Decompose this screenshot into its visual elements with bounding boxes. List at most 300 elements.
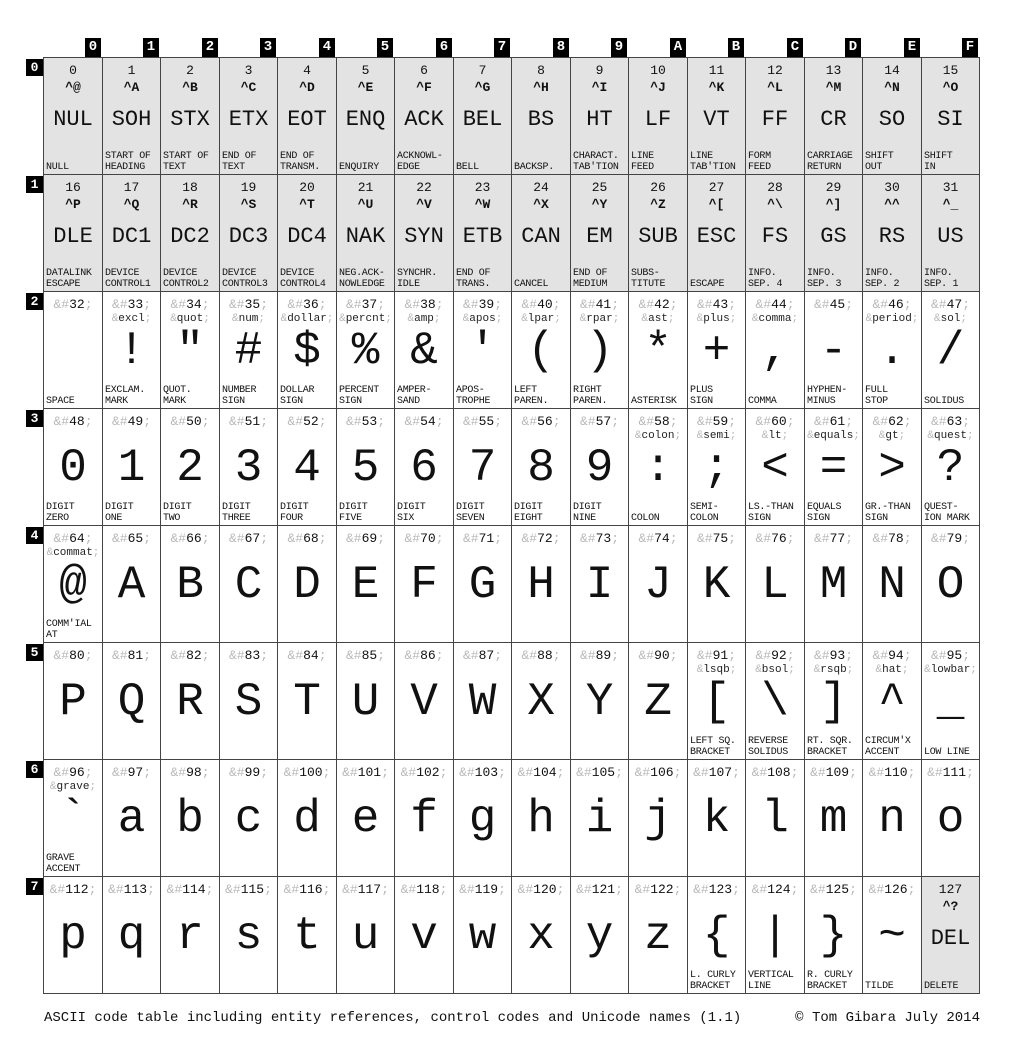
char-cell: [571, 526, 629, 643]
code-number: 106: [650, 765, 674, 780]
unicode-name: INFO. SEP. 4: [748, 268, 783, 290]
code-number: 20: [299, 180, 315, 195]
entity-suffix: ;: [381, 765, 389, 780]
code-number: 39: [478, 297, 495, 312]
entity-suffix: ;: [494, 648, 503, 663]
unicode-name: DIGIT NINE: [573, 502, 602, 524]
entity-suffix: ;: [201, 531, 210, 546]
code-number: 62: [888, 414, 904, 429]
entity-suffix: ;: [552, 648, 561, 663]
control-abbreviation: NAK: [345, 224, 386, 249]
entity-prefix: &#: [228, 531, 245, 546]
code-number: 35: [244, 297, 261, 312]
char-cell: [922, 877, 980, 994]
char-glyph: 5: [351, 442, 380, 494]
caret-notation: ^T: [299, 197, 315, 212]
char-code: [863, 882, 921, 897]
entity-prefix: &#: [404, 648, 421, 663]
code-number: 80: [69, 648, 85, 663]
entity-prefix: &#: [696, 531, 713, 546]
entity-prefix: &#: [868, 765, 885, 780]
char-cell: [454, 57, 512, 175]
char-glyph: g: [468, 793, 497, 845]
char-glyph: n: [878, 793, 906, 845]
char-glyph: t: [293, 910, 321, 962]
code-number: 38: [420, 297, 436, 312]
char-code: [688, 297, 745, 312]
entity-suffix: ;: [84, 648, 93, 663]
code-number: 81: [127, 648, 144, 663]
entity-suffix: ;: [615, 882, 623, 897]
entity-suffix: ;: [377, 531, 386, 546]
unicode-name: GRAVE ACCENT: [46, 853, 81, 875]
char-code: [688, 414, 745, 429]
code-number: 99: [244, 765, 261, 780]
entity-suffix: ;: [552, 414, 561, 429]
char-code: [863, 63, 921, 78]
char-cell: [629, 760, 688, 877]
entity-prefix: &#: [462, 531, 479, 546]
char-glyph: <: [761, 442, 789, 494]
code-number: 49: [127, 414, 144, 429]
code-number: 87: [478, 648, 495, 663]
caret-notation: ^E: [357, 80, 374, 95]
code-number: 50: [186, 414, 202, 429]
char-code: [512, 531, 570, 546]
entity-semi: ;: [901, 664, 909, 676]
char-code: [220, 648, 277, 663]
entity-suffix: ;: [962, 531, 971, 546]
char-glyph: [: [702, 676, 731, 728]
char-glyph: m: [819, 793, 848, 845]
caret-notation: ^Y: [591, 197, 608, 212]
entity-suffix: ;: [556, 882, 565, 897]
char-code: [395, 414, 453, 429]
entity-suffix: ;: [962, 297, 971, 312]
entity-prefix: &#: [404, 297, 421, 312]
char-code: [805, 297, 862, 312]
entity-suffix: ;: [786, 531, 795, 546]
char-code: [512, 765, 570, 780]
char-code: [688, 531, 745, 546]
char-cell: [863, 57, 922, 175]
unicode-name: END OF TEXT: [222, 151, 257, 173]
char-cell: [922, 57, 980, 175]
entity-prefix: &#: [634, 882, 651, 897]
entity-suffix: ;: [849, 882, 857, 897]
entity-suffix: ;: [84, 531, 93, 546]
char-cell: [161, 409, 220, 526]
entity-amp: &: [280, 313, 288, 325]
char-glyph: $: [293, 325, 321, 377]
code-number: 70: [420, 531, 436, 546]
char-code: [103, 882, 160, 897]
char-cell: [337, 760, 395, 877]
entity-name-text: rsqb: [820, 664, 847, 676]
caret-notation: ^H: [533, 80, 549, 95]
entity-prefix: &#: [693, 882, 709, 897]
char-code: [161, 531, 219, 546]
char-glyph: ~: [878, 910, 906, 962]
entity-suffix: ;: [849, 765, 857, 780]
control-abbreviation: NUL: [53, 107, 93, 132]
code-number: 64: [69, 531, 85, 546]
unicode-name: EXCLAM. MARK: [105, 385, 145, 407]
char-cell: [688, 877, 746, 994]
code-number: 48: [69, 414, 85, 429]
control-abbreviation: EM: [586, 224, 613, 249]
caret-notation: ^[: [708, 197, 725, 212]
entity-prefix: &#: [755, 648, 772, 663]
entity-suffix: ;: [435, 297, 444, 312]
control-abbreviation: DC4: [287, 224, 327, 249]
entity-name-text: comma: [758, 313, 792, 325]
entity-suffix: ;: [845, 648, 854, 663]
char-code: [454, 882, 511, 897]
code-number: 22: [416, 180, 432, 195]
code-number: 102: [416, 765, 440, 780]
entity-suffix: ;: [728, 648, 737, 663]
char-code: [103, 414, 160, 429]
caret-notation: ^?: [942, 899, 959, 914]
code-number: 88: [537, 648, 553, 663]
char-code: [922, 882, 979, 897]
entity-suffix: ;: [786, 297, 795, 312]
char-cell: [278, 760, 337, 877]
char-cell: [629, 643, 688, 760]
char-cell: [805, 292, 863, 409]
char-cell: [863, 643, 922, 760]
column-header: 0: [85, 38, 101, 57]
unicode-name: INFO. SEP. 2: [865, 268, 900, 290]
char-cell: [454, 526, 512, 643]
char-glyph: .: [878, 325, 906, 377]
entity-amp: &: [170, 313, 177, 325]
char-code: [512, 180, 570, 195]
char-cell: [103, 877, 161, 994]
entity-suffix: ;: [322, 765, 331, 780]
code-number: 31: [942, 180, 959, 195]
unicode-name: LINE FEED: [631, 151, 654, 173]
char-glyph: ": [176, 325, 204, 377]
char-code: [278, 63, 336, 78]
char-cell: [220, 292, 278, 409]
unicode-name: L. CURLY BRACKET: [690, 970, 736, 992]
char-code: [278, 648, 336, 663]
unicode-name: SHIFT OUT: [865, 151, 894, 173]
entity-suffix: ;: [322, 882, 331, 897]
char-cell: [43, 643, 103, 760]
entity-prefix: &#: [462, 414, 479, 429]
char-glyph: q: [117, 910, 146, 962]
entity-suffix: ;: [439, 765, 448, 780]
char-cell: [220, 760, 278, 877]
unicode-name: ASTERISK: [631, 396, 677, 407]
entity-semi: ;: [898, 430, 906, 442]
code-number: 93: [829, 648, 846, 663]
char-glyph: P: [59, 676, 87, 728]
code-number: 120: [533, 882, 557, 897]
entity-suffix: ;: [669, 531, 678, 546]
entity-suffix: ;: [790, 765, 799, 780]
entity-prefix: &#: [576, 882, 592, 897]
code-number: 71: [478, 531, 495, 546]
unicode-name: DEVICE CONTROL2: [163, 268, 209, 290]
char-glyph: ,: [761, 325, 789, 377]
unicode-name: RIGHT PAREN.: [573, 385, 608, 407]
code-number: 68: [303, 531, 319, 546]
code-number: 123: [708, 882, 733, 897]
char-glyph: W: [468, 676, 497, 728]
entity-suffix: ;: [728, 414, 737, 429]
entity-name-text: ast: [648, 313, 668, 325]
code-number: 111: [942, 765, 967, 780]
char-glyph: y: [585, 910, 614, 962]
code-number: 74: [654, 531, 670, 546]
code-number: 27: [708, 180, 725, 195]
code-number: 124: [767, 882, 791, 897]
char-cell: [688, 526, 746, 643]
unicode-name: DIGIT THREE: [222, 502, 251, 524]
column-header: 8: [553, 38, 569, 57]
entity-suffix: ;: [786, 414, 795, 429]
char-code: [44, 531, 102, 546]
code-number: 119: [474, 882, 499, 897]
code-number: 33: [127, 297, 144, 312]
entity-suffix: ;: [494, 414, 503, 429]
code-number: 100: [299, 765, 323, 780]
char-code: [805, 531, 862, 546]
control-abbreviation: FS: [761, 224, 789, 249]
entity-suffix: ;: [732, 882, 740, 897]
entity-prefix: &#: [400, 882, 417, 897]
entity-prefix: &#: [521, 414, 538, 429]
entity-prefix: &#: [53, 297, 70, 312]
unicode-name: SEMI- COLON: [690, 502, 719, 524]
entity-prefix: &#: [404, 531, 421, 546]
code-number: 91: [712, 648, 729, 663]
entity-amp: &: [407, 313, 415, 325]
entity-amp: &: [751, 313, 759, 325]
unicode-name: DIGIT ONE: [105, 502, 134, 524]
entity-name-text: quot: [176, 313, 204, 325]
entity-prefix: &#: [287, 297, 304, 312]
char-cell: [746, 175, 805, 292]
control-abbreviation: BEL: [462, 107, 503, 132]
char-cell: [43, 760, 103, 877]
entity-suffix: ;: [439, 882, 448, 897]
char-code: [337, 648, 394, 663]
entity-amp: &: [231, 313, 239, 325]
entity-suffix: ;: [201, 765, 210, 780]
caret-notation: ^R: [182, 197, 198, 212]
entity-prefix: &#: [696, 297, 713, 312]
char-cell: [922, 526, 980, 643]
caret-notation: ^B: [182, 80, 198, 95]
char-code: [220, 882, 277, 897]
char-cell: [805, 877, 863, 994]
entity-prefix: &#: [868, 882, 885, 897]
entity-prefix: &#: [521, 531, 538, 546]
char-cell: [454, 760, 512, 877]
char-cell: [161, 877, 220, 994]
code-number: 73: [595, 531, 612, 546]
char-cell: [103, 57, 161, 175]
char-code: [805, 648, 862, 663]
char-code: [103, 648, 160, 663]
caret-notation: ^I: [591, 80, 608, 95]
char-cell: [220, 877, 278, 994]
code-number: 40: [537, 297, 553, 312]
entity-prefix: &#: [579, 531, 596, 546]
unicode-name: DEVICE CONTROL3: [222, 268, 268, 290]
code-number: 56: [537, 414, 553, 429]
entity-prefix: &#: [345, 531, 362, 546]
char-cell: [863, 877, 922, 994]
char-glyph: E: [351, 559, 380, 611]
entity-prefix: &#: [170, 765, 187, 780]
char-code: [278, 297, 336, 312]
char-code: [44, 765, 102, 780]
char-cell: [43, 175, 103, 292]
char-glyph: Q: [117, 676, 146, 728]
caret-notation: ^S: [240, 197, 257, 212]
char-glyph: !: [117, 325, 146, 377]
char-code: [746, 648, 804, 663]
unicode-name: INFO. SEP. 3: [807, 268, 842, 290]
char-glyph: -: [819, 325, 848, 377]
char-glyph: F: [410, 559, 438, 611]
char-glyph: w: [468, 910, 497, 962]
char-code: [688, 63, 745, 78]
entity-name-text: sol: [940, 313, 961, 325]
char-code: [512, 882, 570, 897]
entity-prefix: &#: [638, 414, 655, 429]
char-code: [922, 765, 979, 780]
caret-notation: ^Z: [650, 197, 666, 212]
control-abbreviation: DC1: [111, 224, 152, 249]
control-abbreviation: US: [937, 224, 964, 249]
code-number: 113: [123, 882, 148, 897]
entity-prefix: &#: [810, 765, 826, 780]
char-cell: [863, 409, 922, 526]
code-number: 11: [708, 63, 725, 78]
unicode-name: DELETE: [924, 981, 959, 992]
control-abbreviation: DC2: [170, 224, 210, 249]
entity-prefix: &#: [111, 648, 128, 663]
entity-name-text: equals: [813, 430, 854, 442]
char-cell: [629, 57, 688, 175]
entity-suffix: ;: [143, 648, 152, 663]
control-abbreviation: ENQ: [345, 107, 386, 132]
entity-prefix: &#: [342, 765, 358, 780]
code-number: 24: [533, 180, 549, 195]
control-abbreviation: ETX: [228, 107, 269, 132]
entity-prefix: &#: [462, 297, 479, 312]
unicode-name: DIGIT SIX: [397, 502, 426, 524]
char-code: [922, 531, 979, 546]
unicode-name: SPACE: [46, 396, 75, 407]
char-glyph: U: [351, 676, 380, 728]
entity-amp: &: [641, 313, 649, 325]
char-code: [688, 180, 745, 195]
char-cell: [337, 526, 395, 643]
unicode-name: START OF TEXT: [163, 151, 209, 173]
code-number: 2: [186, 63, 194, 78]
code-number: 8: [537, 63, 545, 78]
code-number: 42: [654, 297, 670, 312]
unicode-name: VERTICAL LINE: [748, 970, 794, 992]
row-header: 7: [26, 878, 43, 895]
char-cell: [922, 409, 980, 526]
entity-prefix: &#: [345, 297, 362, 312]
char-code: [161, 297, 219, 312]
char-cell: [922, 292, 980, 409]
code-number: 63: [946, 414, 963, 429]
char-code: [629, 765, 687, 780]
entity-prefix: &#: [170, 414, 187, 429]
char-code: [454, 297, 511, 312]
entity-name-text: excl: [118, 313, 145, 325]
char-code: [629, 531, 687, 546]
entity-amp: &: [634, 430, 642, 442]
control-abbreviation: CR: [820, 107, 847, 132]
code-number: 125: [825, 882, 850, 897]
entity-prefix: &#: [462, 648, 479, 663]
char-code: [454, 63, 511, 78]
entity-prefix: &#: [111, 297, 128, 312]
char-code: [746, 63, 804, 78]
entity-name-text: rpar: [586, 313, 613, 325]
entity-name-text: colon: [641, 430, 675, 442]
char-code: [746, 180, 804, 195]
entity-suffix: ;: [143, 297, 152, 312]
char-cell: [746, 57, 805, 175]
char-cell: [161, 175, 220, 292]
unicode-name: PERCENT SIGN: [339, 385, 379, 407]
char-cell: [863, 760, 922, 877]
char-code: [161, 882, 219, 897]
char-cell: [454, 292, 512, 409]
entity-suffix: ;: [260, 648, 269, 663]
caret-notation: ^O: [942, 80, 959, 95]
char-cell: [103, 292, 161, 409]
entity-prefix: &#: [693, 765, 709, 780]
column-header: 6: [436, 38, 452, 57]
entity-suffix: ;: [611, 648, 620, 663]
unicode-name: QUEST- ION MARK: [924, 502, 970, 524]
code-number: 86: [420, 648, 436, 663]
char-code: [805, 414, 862, 429]
caret-notation: ^K: [708, 80, 725, 95]
entity-suffix: ;: [201, 297, 210, 312]
entity-prefix: &#: [930, 531, 947, 546]
code-number: 43: [712, 297, 729, 312]
entity-name-text: lowbar: [930, 664, 971, 676]
code-number: 7: [478, 63, 487, 78]
entity-prefix: &#: [283, 882, 300, 897]
entity-prefix: &#: [810, 882, 826, 897]
char-glyph: ?: [936, 442, 965, 494]
char-glyph: X: [527, 676, 555, 728]
unicode-name: CHARACT. TAB'TION: [573, 151, 619, 173]
entity-suffix: ;: [845, 414, 854, 429]
char-glyph: \: [761, 676, 789, 728]
unicode-name: REVERSE SOLIDUS: [748, 736, 788, 758]
column-header: 3: [260, 38, 276, 57]
char-glyph: A: [117, 559, 146, 611]
entity-suffix: ;: [377, 297, 386, 312]
